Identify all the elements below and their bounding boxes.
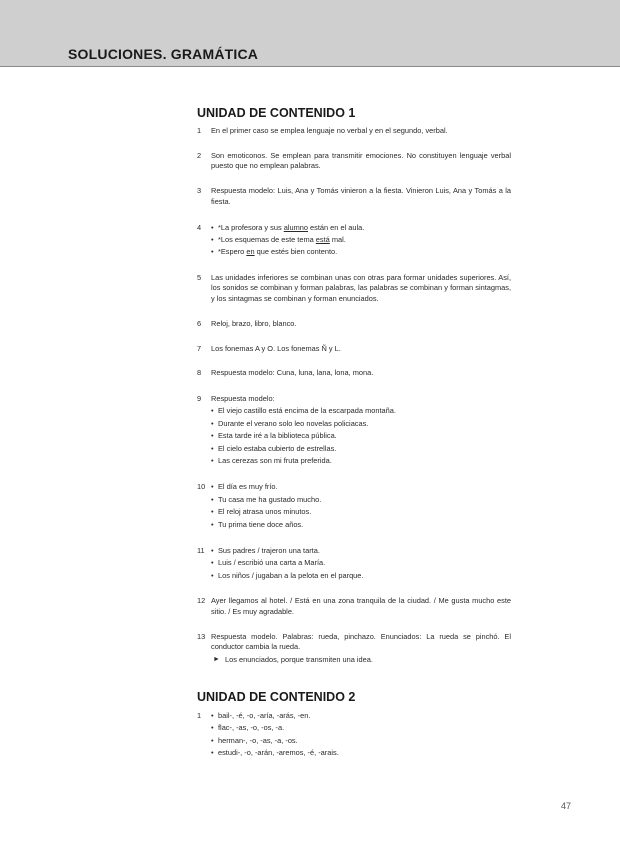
item-text: Ayer llegamos al hotel. / Está en una zona tranquila de la ciudad. / Me gusta mucho este sitio. / Es muy agradable.	[211, 596, 511, 616]
list-item: • Tu prima tiene doce años.	[211, 519, 511, 531]
list-item: • Sus padres / trajeron una tarta.	[211, 545, 511, 557]
bullet-icon: •	[211, 570, 214, 580]
list-item: • Las cerezas son mi fruta preferida.	[211, 455, 511, 467]
unit-2-heading: UNIDAD DE CONTENIDO 2	[197, 689, 356, 704]
answer-item-13	[197, 632, 511, 666]
item-number: 3	[197, 186, 202, 196]
answer-item-3	[197, 186, 511, 207]
answer-item-9	[197, 393, 511, 467]
answer-item-7	[197, 344, 511, 355]
bullet-icon: •	[211, 234, 214, 244]
list-item: • bail-, -é, -o, -aría, -arás, -en.	[211, 710, 511, 722]
item-number: 7	[197, 343, 202, 353]
item-number: 11	[197, 546, 205, 556]
bullet-icon: •	[211, 247, 214, 257]
answer-item-6	[197, 319, 511, 330]
list-item: • El día es muy frío.	[211, 481, 511, 493]
bullet-icon: •	[211, 723, 214, 733]
answer-item-2	[197, 151, 511, 172]
bullet-icon: •	[211, 546, 214, 556]
item-number: 2	[197, 150, 202, 160]
list-item: • *La profesora y sus alumno están en el aula.	[211, 222, 511, 234]
bullet-icon: •	[211, 507, 214, 517]
item-text: Respuesta modelo: Cuna, luna, lana, lona, mona.	[211, 368, 374, 378]
list-item: • Esta tarde iré a la biblioteca pública.	[211, 430, 511, 442]
bullet-icon: •	[211, 431, 214, 441]
answers-content	[197, 106, 511, 759]
list-item: • estudi-, -o, -arán, -aremos, -é, -arais.	[211, 747, 511, 759]
list-item: • herman-, -o, -as, -a, -os.	[211, 735, 511, 747]
bullet-icon: •	[211, 747, 214, 757]
list-item: • El cielo estaba cubierto de estrellas.	[211, 443, 511, 455]
item-number: 10	[197, 482, 206, 492]
item-text: Reloj, brazo, libro, blanco.	[211, 318, 297, 328]
page-section-title: SOLUCIONES. GRAMÁTICA	[68, 46, 259, 62]
list-item: • El reloj atrasa unos minutos.	[211, 506, 511, 518]
item-number: 8	[197, 368, 202, 378]
answer-item-8	[197, 368, 511, 379]
answer-item-12	[197, 596, 511, 617]
answer-item-5	[197, 273, 511, 305]
list-item: • Durante el verano solo leo novelas policiacas.	[211, 418, 511, 430]
list-item: • flac-, -as, -o, -os, -a.	[211, 722, 511, 734]
answer-item-unit2-1	[197, 710, 511, 760]
answer-item-4	[197, 222, 511, 259]
item-text: En el primer caso se emplea lenguaje no verbal y en el segundo, verbal.	[211, 126, 448, 135]
list-item: • El viejo castillo está encima de la escarpada montaña.	[211, 405, 511, 417]
bullet-icon: •	[211, 482, 214, 492]
bullet-icon: •	[211, 735, 214, 745]
item-number: 12	[197, 596, 206, 606]
bullet-icon: •	[211, 222, 214, 232]
arrow-note: ► Los enunciados, porque transmiten una idea.	[213, 655, 373, 665]
answer-item-11	[197, 545, 511, 582]
item-text: Respuesta modelo. Palabras: rueda, pinchazo. Enunciados: La rueda se pinchó. El conductor cambia la rueda.	[211, 631, 511, 652]
item-intro: Respuesta modelo:	[211, 393, 275, 403]
unit-1-heading: UNIDAD DE CONTENIDO 1	[197, 106, 356, 120]
list-item: • Tu casa me ha gustado mucho.	[211, 494, 511, 506]
item-text: Respuesta modelo: Luis, Ana y Tomás vinieron a la fiesta. Vinieron Luis, Ana y Tomás a la fiesta.	[211, 186, 511, 206]
list-item: • *Espero en que estés bien contento.	[211, 246, 511, 258]
item-text: Son emoticonos. Se emplean para transmitir emociones. No constituyen lenguaje verbal puesto que no emplean palabras.	[211, 150, 511, 171]
underlined-error: está	[315, 234, 330, 244]
bullet-icon: •	[211, 418, 214, 428]
item-text: Las unidades inferiores se combinan unas con otras para formar unidades superiores. Así, los sonidos se combinan y forman palabras, las palabras se combinan y forman sintagmas, y los sintagmas se combinan y forman enunciados.	[211, 272, 511, 304]
item-number: 9	[197, 393, 202, 403]
item-text: Los fonemas A y O. Los fonemas Ñ y L.	[211, 343, 341, 353]
list-item: • *Los esquemas de este tema está mal.	[211, 234, 511, 246]
bullet-icon: •	[211, 494, 214, 504]
bullet-icon: •	[211, 558, 214, 568]
answer-item-10	[197, 481, 511, 531]
answer-item-1	[197, 126, 511, 137]
list-item: • Los niños / jugaban a la pelota en el parque.	[211, 570, 511, 582]
list-item: • Luis / escribió una carta a María.	[211, 557, 511, 569]
bullet-icon: •	[211, 710, 214, 720]
item-number: 4	[197, 222, 202, 232]
header-band	[0, 0, 620, 67]
item-number: 1	[197, 710, 202, 720]
bullet-icon: •	[211, 519, 214, 529]
bullet-icon: •	[211, 455, 214, 465]
underlined-error: alumno	[283, 222, 308, 232]
underlined-error: en	[246, 247, 255, 257]
bullet-icon: •	[211, 406, 214, 416]
page-number: 47	[561, 801, 572, 811]
item-number: 5	[197, 272, 202, 282]
item-number: 13	[197, 631, 206, 641]
bullet-icon: •	[211, 443, 214, 453]
item-number: 6	[197, 318, 202, 328]
item-number: 1	[197, 126, 202, 135]
arrow-right-icon: ►	[213, 656, 220, 664]
